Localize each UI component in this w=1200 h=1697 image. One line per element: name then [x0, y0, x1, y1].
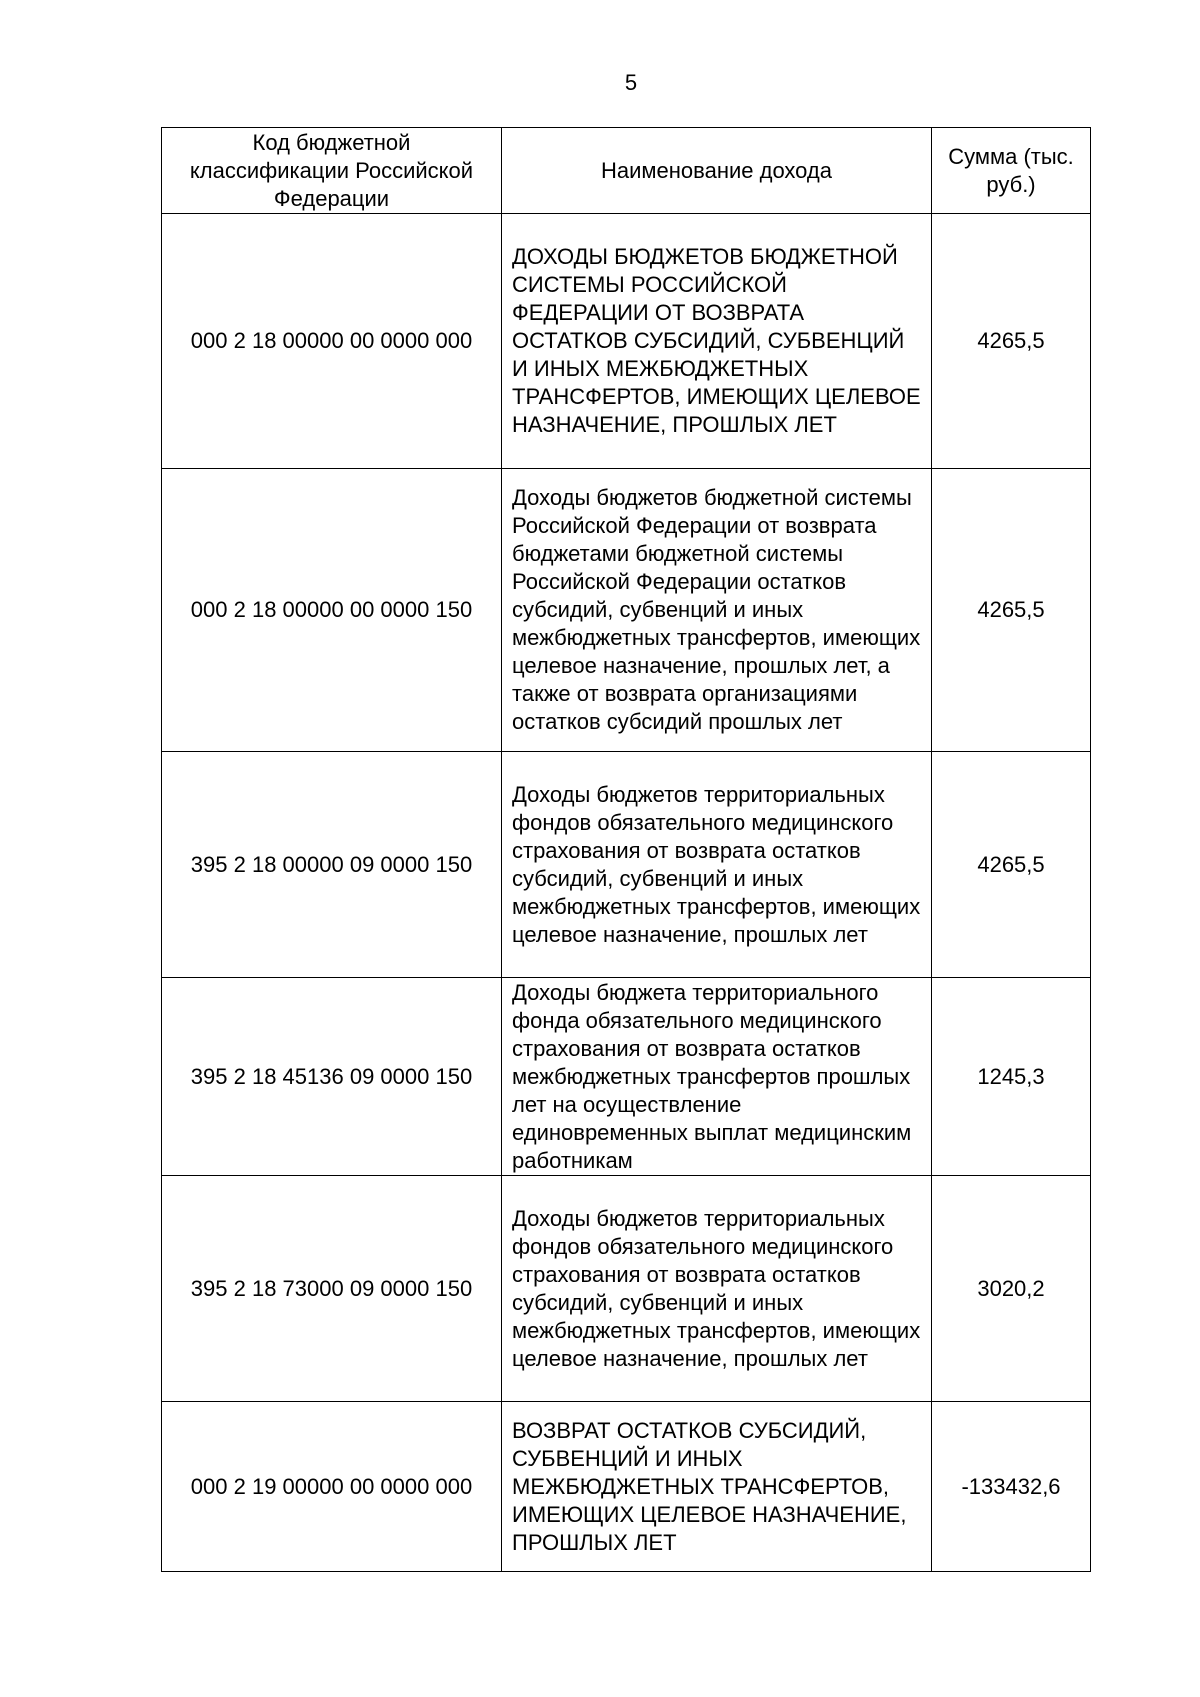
header-sum: Сумма (тыс. руб.) [932, 128, 1091, 214]
row-sum: 4265,5 [932, 469, 1091, 752]
header-name: Наименование дохода [502, 128, 932, 214]
row-code: 395 2 18 00000 09 0000 150 [162, 752, 502, 978]
row-code: 000 2 19 00000 00 0000 000 [162, 1402, 502, 1572]
page-number: 5 [624, 70, 638, 95]
row-code: 395 2 18 45136 09 0000 150 [162, 978, 502, 1176]
table-row [162, 752, 1091, 978]
row-name: ДОХОДЫ БЮДЖЕТОВ БЮДЖЕТНОЙ СИСТЕМЫ РОССИЙСКОЙ ФЕДЕРАЦИИ ОТ ВОЗВРАТА ОСТАТКОВ СУБСИДИЙ, СУБВЕНЦИЙ И ИНЫХ МЕЖБЮДЖЕТНЫХ ТРАНСФЕРТОВ, ИМЕЮЩИХ ЦЕЛЕВОЕ НАЗНАЧЕНИЕ, ПРОШЛЫХ ЛЕТ [502, 214, 932, 469]
row-sum: 4265,5 [932, 214, 1091, 469]
row-sum: 4265,5 [932, 752, 1091, 978]
row-name: ВОЗВРАТ ОСТАТКОВ СУБСИДИЙ, СУБВЕНЦИЙ И ИНЫХ МЕЖБЮДЖЕТНЫХ ТРАНСФЕРТОВ, ИМЕЮЩИХ ЦЕЛЕВОЕ НАЗНАЧЕНИЕ, ПРОШЛЫХ ЛЕТ [502, 1402, 932, 1572]
table-header-row [162, 128, 1091, 214]
row-code: 000 2 18 00000 00 0000 150 [162, 469, 502, 752]
header-code: Код бюджетной классификации Российской Федерации [162, 128, 502, 214]
row-name: Доходы бюджета территориального фонда обязательного медицинского страхования от возврата остатков межбюджетных трансфертов прошлых лет на осуществление единовременных выплат медицинским работникам [502, 978, 932, 1176]
row-code: 000 2 18 00000 00 0000 000 [162, 214, 502, 469]
table-row [162, 1402, 1091, 1572]
row-name: Доходы бюджетов бюджетной системы Российской Федерации от возврата бюджетами бюджетной системы Российской Федерации остатков субсидий, субвенций и иных межбюджетных трансфертов, имеющих целевое назначение, прошлых лет, а также от возврата организациями остатков субсидий прошлых лет [502, 469, 932, 752]
table-row [162, 469, 1091, 752]
table-row [162, 1176, 1091, 1402]
row-code: 395 2 18 73000 09 0000 150 [162, 1176, 502, 1402]
income-table [161, 127, 1091, 1572]
row-sum: 3020,2 [932, 1176, 1091, 1402]
row-sum: -133432,6 [932, 1402, 1091, 1572]
row-name: Доходы бюджетов территориальных фондов обязательного медицинского страхования от возврата остатков субсидий, субвенций и иных межбюджетных трансфертов, имеющих целевое назначение, прошлых лет [502, 752, 932, 978]
row-name: Доходы бюджетов территориальных фондов обязательного медицинского страхования от возврата остатков субсидий, субвенций и иных межбюджетных трансфертов, имеющих целевое назначение, прошлых лет [502, 1176, 932, 1402]
table-row [162, 214, 1091, 469]
row-sum: 1245,3 [932, 978, 1091, 1176]
table-row [162, 978, 1091, 1176]
